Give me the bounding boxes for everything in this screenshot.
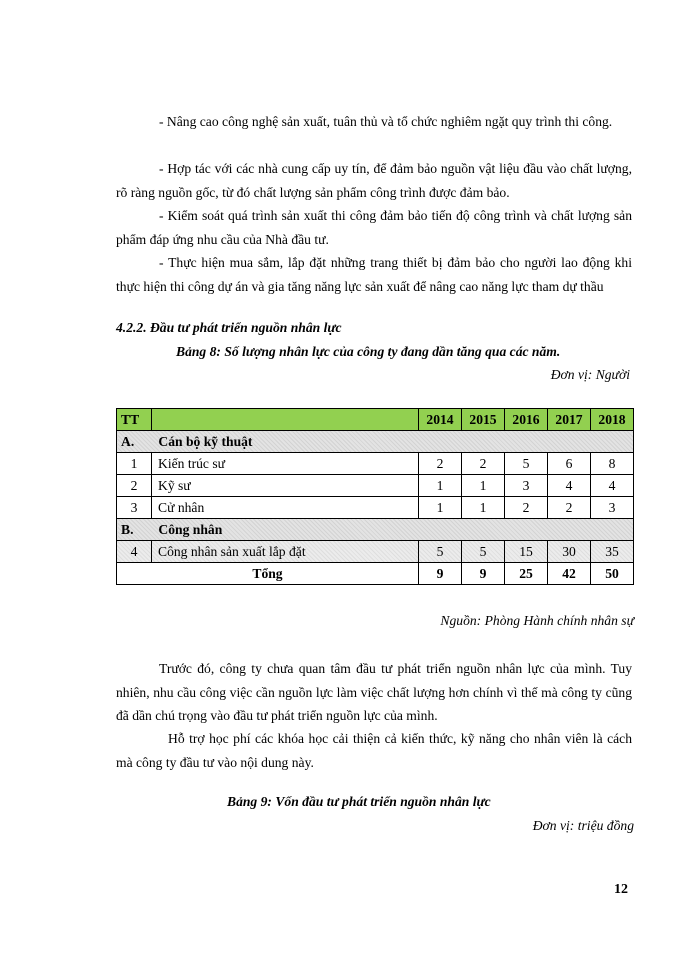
total-label: Tổng [117,563,419,585]
row-value: 1 [462,497,505,519]
section-a-row [117,431,634,453]
header-year: 2017 [548,409,591,431]
row-value: 4 [591,475,634,497]
row-value: 30 [548,541,591,563]
row-value: 3 [591,497,634,519]
row-tt: 3 [117,497,152,519]
bullet-2: - Hợp tác với các nhà cung cấp uy tín, để đảm bảo nguồn vật liệu đầu vào chất lượng, rõ ràng nguồn gốc, từ đó chất lượng sản phẩm công trình được đảm bảo. [116,161,632,200]
header-name [152,409,419,431]
bullet-4: - Thực hiện mua sắm, lắp đặt những trang thiết bị đảm bảo cho người lao động khi thực hiện thi công dự án và gia tăng năng lực sản xuất để nâng cao năng lực tham dự thầu [116,255,632,294]
row-name: Cử nhân [152,497,419,519]
total-value: 42 [548,563,591,585]
row-value: 1 [419,497,462,519]
header-year: 2015 [462,409,505,431]
total-value: 9 [462,563,505,585]
table9-unit: Đơn vị: triệu đồng [532,818,634,833]
row-tt: 4 [117,541,152,563]
total-value: 9 [419,563,462,585]
table8-source: Nguồn: Phòng Hành chính nhân sự [440,613,634,628]
staff-table [116,408,634,585]
row-value: 3 [505,475,548,497]
row-value: 1 [462,475,505,497]
section-a-code: A. [121,433,135,449]
table-row [117,475,634,497]
row-value: 15 [505,541,548,563]
row-value: 5 [462,541,505,563]
total-value: 25 [505,563,548,585]
table-header-row [117,409,634,431]
row-value: 5 [419,541,462,563]
paragraph-1: Trước đó, công ty chưa quan tâm đầu tư phát triển nguồn nhân lực của mình. Tuy nhiên, nhu cầu công việc cần nguồn lực làm việc chất lượng hơn chính vì thế mà công ty cũng đã dần chú trọng vào đầu tư phát triển nguồn lực của mình. [116,661,632,723]
total-value: 50 [591,563,634,585]
section-b-row [117,519,634,541]
header-year: 2016 [505,409,548,431]
section-b-cell [117,519,634,541]
bullet-1: - Nâng cao công nghệ sản xuất, tuân thủ và tổ chức nghiêm ngặt quy trình thi công. [159,114,613,129]
row-value: 4 [548,475,591,497]
row-value: 2 [548,497,591,519]
row-name: Công nhân sản xuất lắp đặt [152,541,419,563]
bullet-3: - Kiểm soát quá trình sản xuất thi công đảm bảo tiến độ công trình và chất lượng sản phẩm đáp ứng nhu cầu của Nhà đầu tư. [116,208,632,247]
paragraph-2: Hỗ trợ học phí các khóa học cải thiện cả kiến thức, kỹ năng cho nhân viên là cách mà công ty đầu tư vào nội dung này. [116,731,632,770]
section-a-cell [117,431,634,453]
page-number: 12 [614,882,628,897]
row-value: 5 [505,453,548,475]
row-value: 1 [419,475,462,497]
row-tt: 1 [117,453,152,475]
table-row [117,453,634,475]
table-row [117,541,634,563]
row-name: Kỹ sư [152,475,419,497]
header-tt: TT [117,409,152,431]
row-value: 2 [505,497,548,519]
row-value: 2 [419,453,462,475]
row-value: 2 [462,453,505,475]
table8-caption: Bảng 8: Số lượng nhân lực của công ty đang dần tăng qua các năm. [176,344,561,359]
section-heading: 4.2.2. Đầu tư phát triển nguồn nhân lực [116,320,342,335]
table-row [117,497,634,519]
table8-unit: Đơn vị: Người [550,367,630,382]
table9-caption: Bảng 9: Vốn đầu tư phát triển nguồn nhân lực [227,794,491,809]
section-a-title: Cán bộ kỹ thuật [158,433,253,449]
row-tt: 2 [117,475,152,497]
header-year: 2018 [591,409,634,431]
row-name: Kiến trúc sư [152,453,419,475]
section-b-code: B. [121,521,134,537]
row-value: 8 [591,453,634,475]
header-year: 2014 [419,409,462,431]
total-row [117,563,634,585]
row-value: 35 [591,541,634,563]
section-b-title: Công nhân [158,521,223,537]
row-value: 6 [548,453,591,475]
